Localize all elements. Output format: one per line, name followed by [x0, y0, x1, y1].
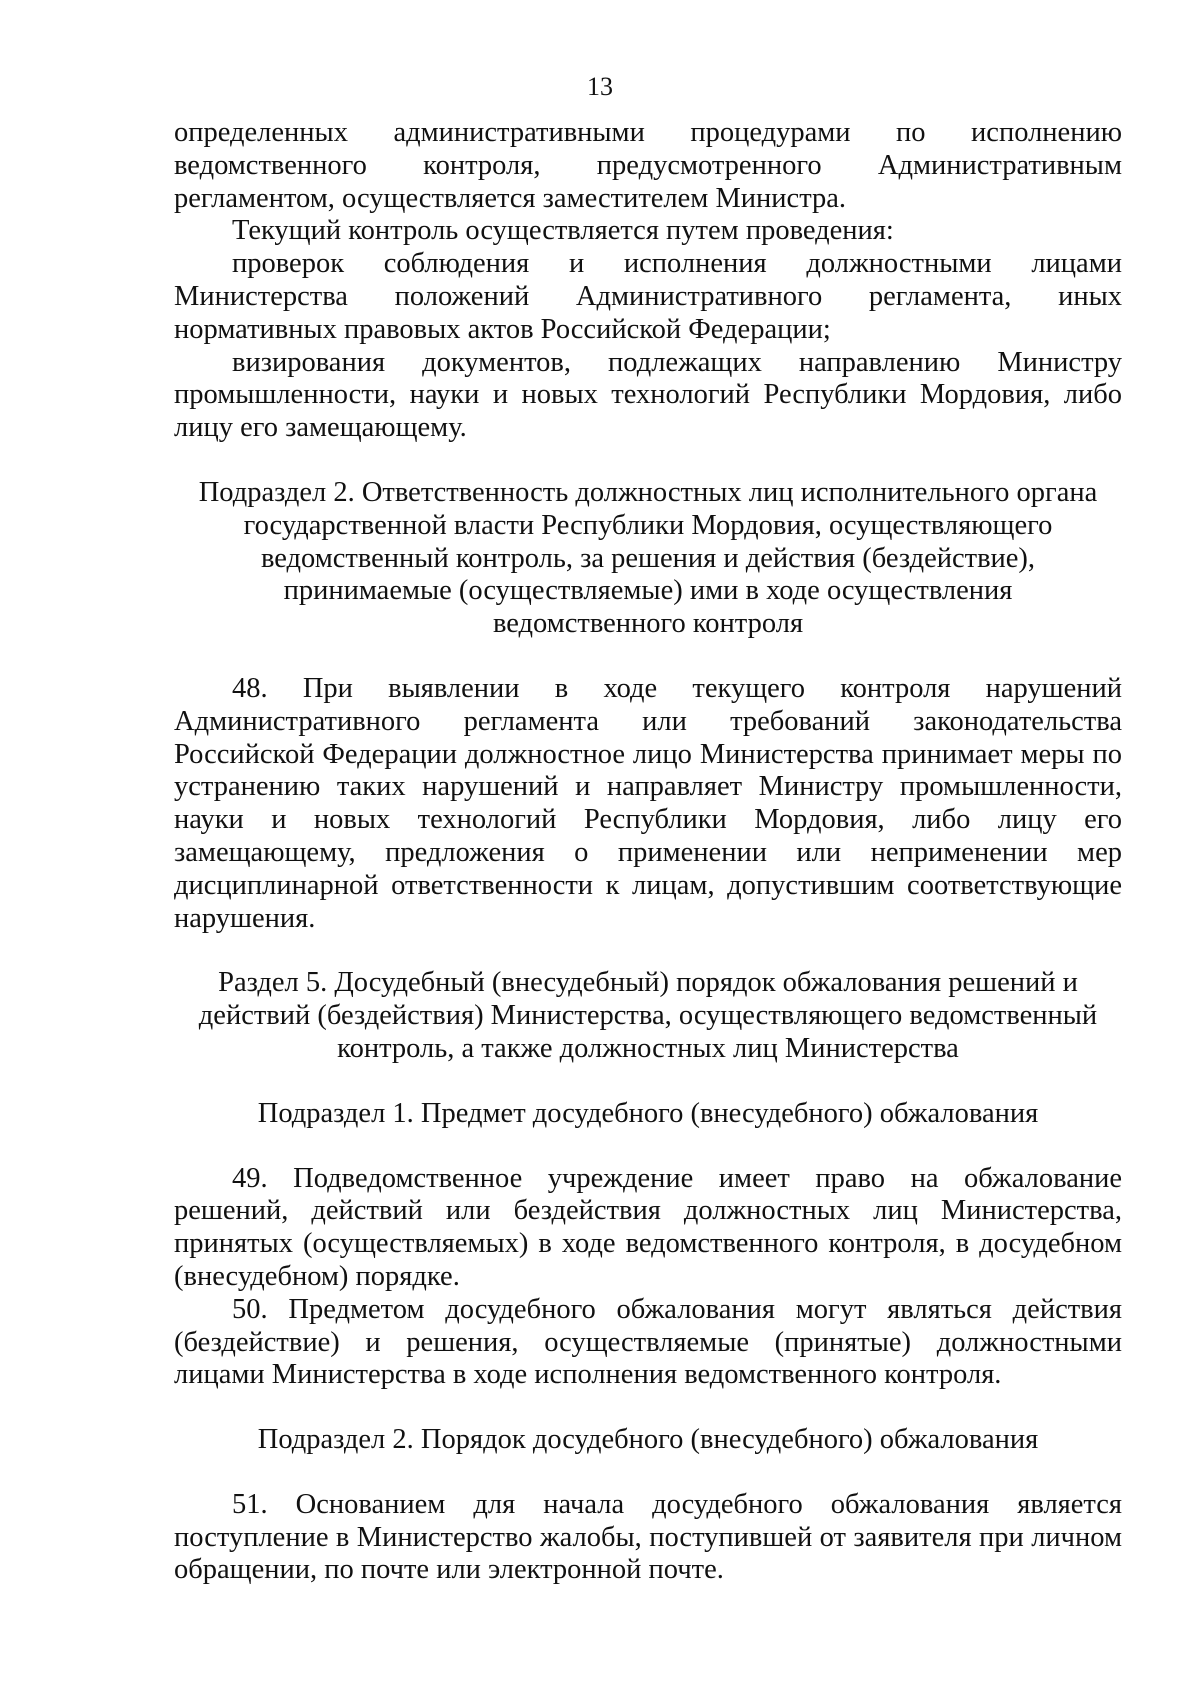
subsection-2-appeal-heading: Подраздел 2. Порядок досудебного (внесудебного) обжалования	[257, 1424, 1039, 1456]
subsection-2-heading: Подраздел 2. Ответственность должностных лиц исполнительного органа государственной власти Республики Мордовия, осуществляющего ведомственный контроль, за решения и действия (бездействие), принимаемые (осуществляемые) ими в ходе осуществления ведомственного контроля	[198, 476, 1098, 640]
paragraph-checks: проверок соблюдения и исполнения должностными лицами Министерства положений Административного регламента, иных нормативных правовых актов Российской Федерации;	[174, 248, 1122, 345]
document-body	[174, 117, 1122, 1587]
paragraph-intro: определенных административными процедурами по исполнению ведомственного контроля, предусмотренного Административным регламентом, осуществляется заместителем Министра.	[174, 117, 1122, 214]
section-5-heading: Раздел 5. Досудебный (внесудебный) порядок обжалования решений и действий (бездействия) Министерства, осуществляющего ведомственный контроль, а также должностных лиц Министерства	[198, 967, 1098, 1064]
paragraph-51: 51. Основанием для начала досудебного обжалования является поступление в Министерство жалобы, поступившей от заявителя при личном обращении, по почте или электронной почте.	[174, 1488, 1122, 1586]
paragraph-49: 49. Подведомственное учреждение имеет право на обжалование решений, действий или бездействия должностных лиц Министерства, принятых (осуществляемых) в ходе ведомственного контроля, в досудебном (внесудебном) порядке.	[174, 1162, 1122, 1292]
paragraph-current-control: Текущий контроль осуществляется путем проведения:	[232, 215, 894, 247]
paragraph-48: 48. При выявлении в ходе текущего контроля нарушений Административного регламента или требований законодательства Российской Федерации должностное лицо Министерства принимает меры по устранению таких нарушений и направляет Министру промышленности, науки и новых технологий Республики Мордовия, либо лицу его замещающему, предложения о применении или неприменении мер дисциплинарной ответственности к лицам, допустившим соответствующие нарушения.	[174, 672, 1122, 934]
section-5-heading-wrap	[174, 967, 1122, 1065]
paragraph-visa: визирования документов, подлежащих направлению Министру промышленности, науки и новых технологий Республики Мордовия, либо лицу его замещающему.	[174, 346, 1122, 444]
paragraph-50: 50. Предметом досудебного обжалования могут являться действия (бездействие) и решения, осуществляемые (принятые) должностными лицами Министерства в ходе исполнения ведомственного контроля.	[174, 1293, 1122, 1391]
subsection-2-heading-wrap	[174, 477, 1122, 641]
subsection-1-heading: Подраздел 1. Предмет досудебного (внесудебного) обжалования	[257, 1097, 1039, 1129]
page-number: 13	[587, 72, 613, 101]
